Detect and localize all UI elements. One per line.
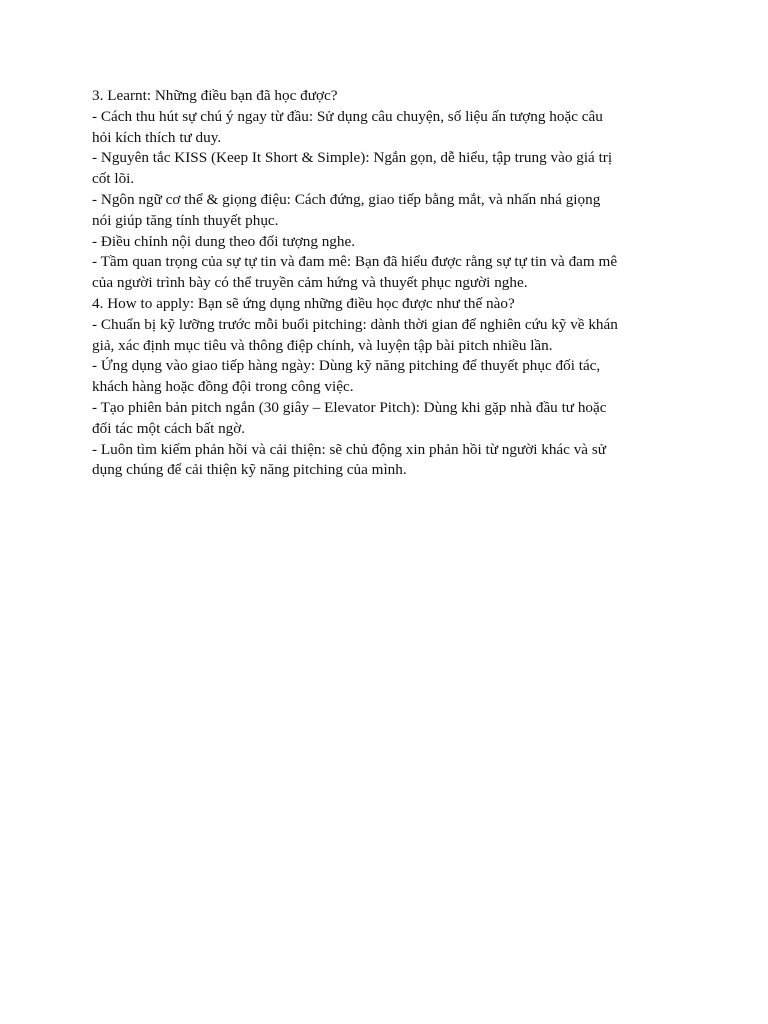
text-line: hỏi kích thích tư duy. xyxy=(92,128,222,146)
text-line: cốt lõi. xyxy=(92,170,135,188)
section-heading-learnt: 3. Learnt: Những điều bạn đã học được? xyxy=(92,87,338,104)
text-line: của người trình bày có thể truyền cảm hứng và thuyết phục người nghe. xyxy=(92,274,528,292)
text-line: nói giúp tăng tính thuyết phục. xyxy=(92,211,279,229)
text-line: - Ngôn ngữ cơ thể & giọng điệu: Cách đứng, giao tiếp bằng mắt, và nhấn nhá giọng xyxy=(92,190,601,208)
text-line: - Chuẩn bị kỹ lưỡng trước mỗi buổi pitching: dành thời gian để nghiên cứu kỹ về khán xyxy=(92,315,618,333)
text-line: - Điều chỉnh nội dung theo đối tượng nghe. xyxy=(92,232,356,250)
section-heading-how-to-apply: 4. How to apply: Bạn sẽ ứng dụng những điều học được như thế nào? xyxy=(92,294,515,312)
document-body xyxy=(92,86,692,481)
text-line: - Ứng dụng vào giao tiếp hàng ngày: Dùng kỹ năng pitching để thuyết phục đối tác, xyxy=(92,357,601,375)
text-line: khách hàng hoặc đồng đội trong công việc. xyxy=(92,378,354,396)
text-line: giả, xác định mục tiêu và thông điệp chính, và luyện tập bài pitch nhiều lần. xyxy=(92,336,553,354)
text-line: - Cách thu hút sự chú ý ngay từ đầu: Sử dụng câu chuyện, số liệu ấn tượng hoặc câu xyxy=(92,107,603,125)
text-line: đối tác một cách bất ngờ. xyxy=(92,419,246,437)
text-line: - Tầm quan trọng của sự tự tin và đam mê: Bạn đã hiểu được rằng sự tự tin và đam mê xyxy=(92,253,618,271)
text-line: - Tạo phiên bản pitch ngắn (30 giây – Elevator Pitch): Dùng khi gặp nhà đầu tư hoặc xyxy=(92,398,607,416)
text-line: dụng chúng để cải thiện kỹ năng pitching của mình. xyxy=(92,461,407,479)
text-line: - Nguyên tắc KISS (Keep It Short & Simple): Ngắn gọn, dễ hiểu, tập trung vào giá trị xyxy=(92,149,613,167)
text-line: - Luôn tìm kiếm phản hồi và cải thiện: sẽ chủ động xin phản hồi từ người khác và sử xyxy=(92,440,606,458)
